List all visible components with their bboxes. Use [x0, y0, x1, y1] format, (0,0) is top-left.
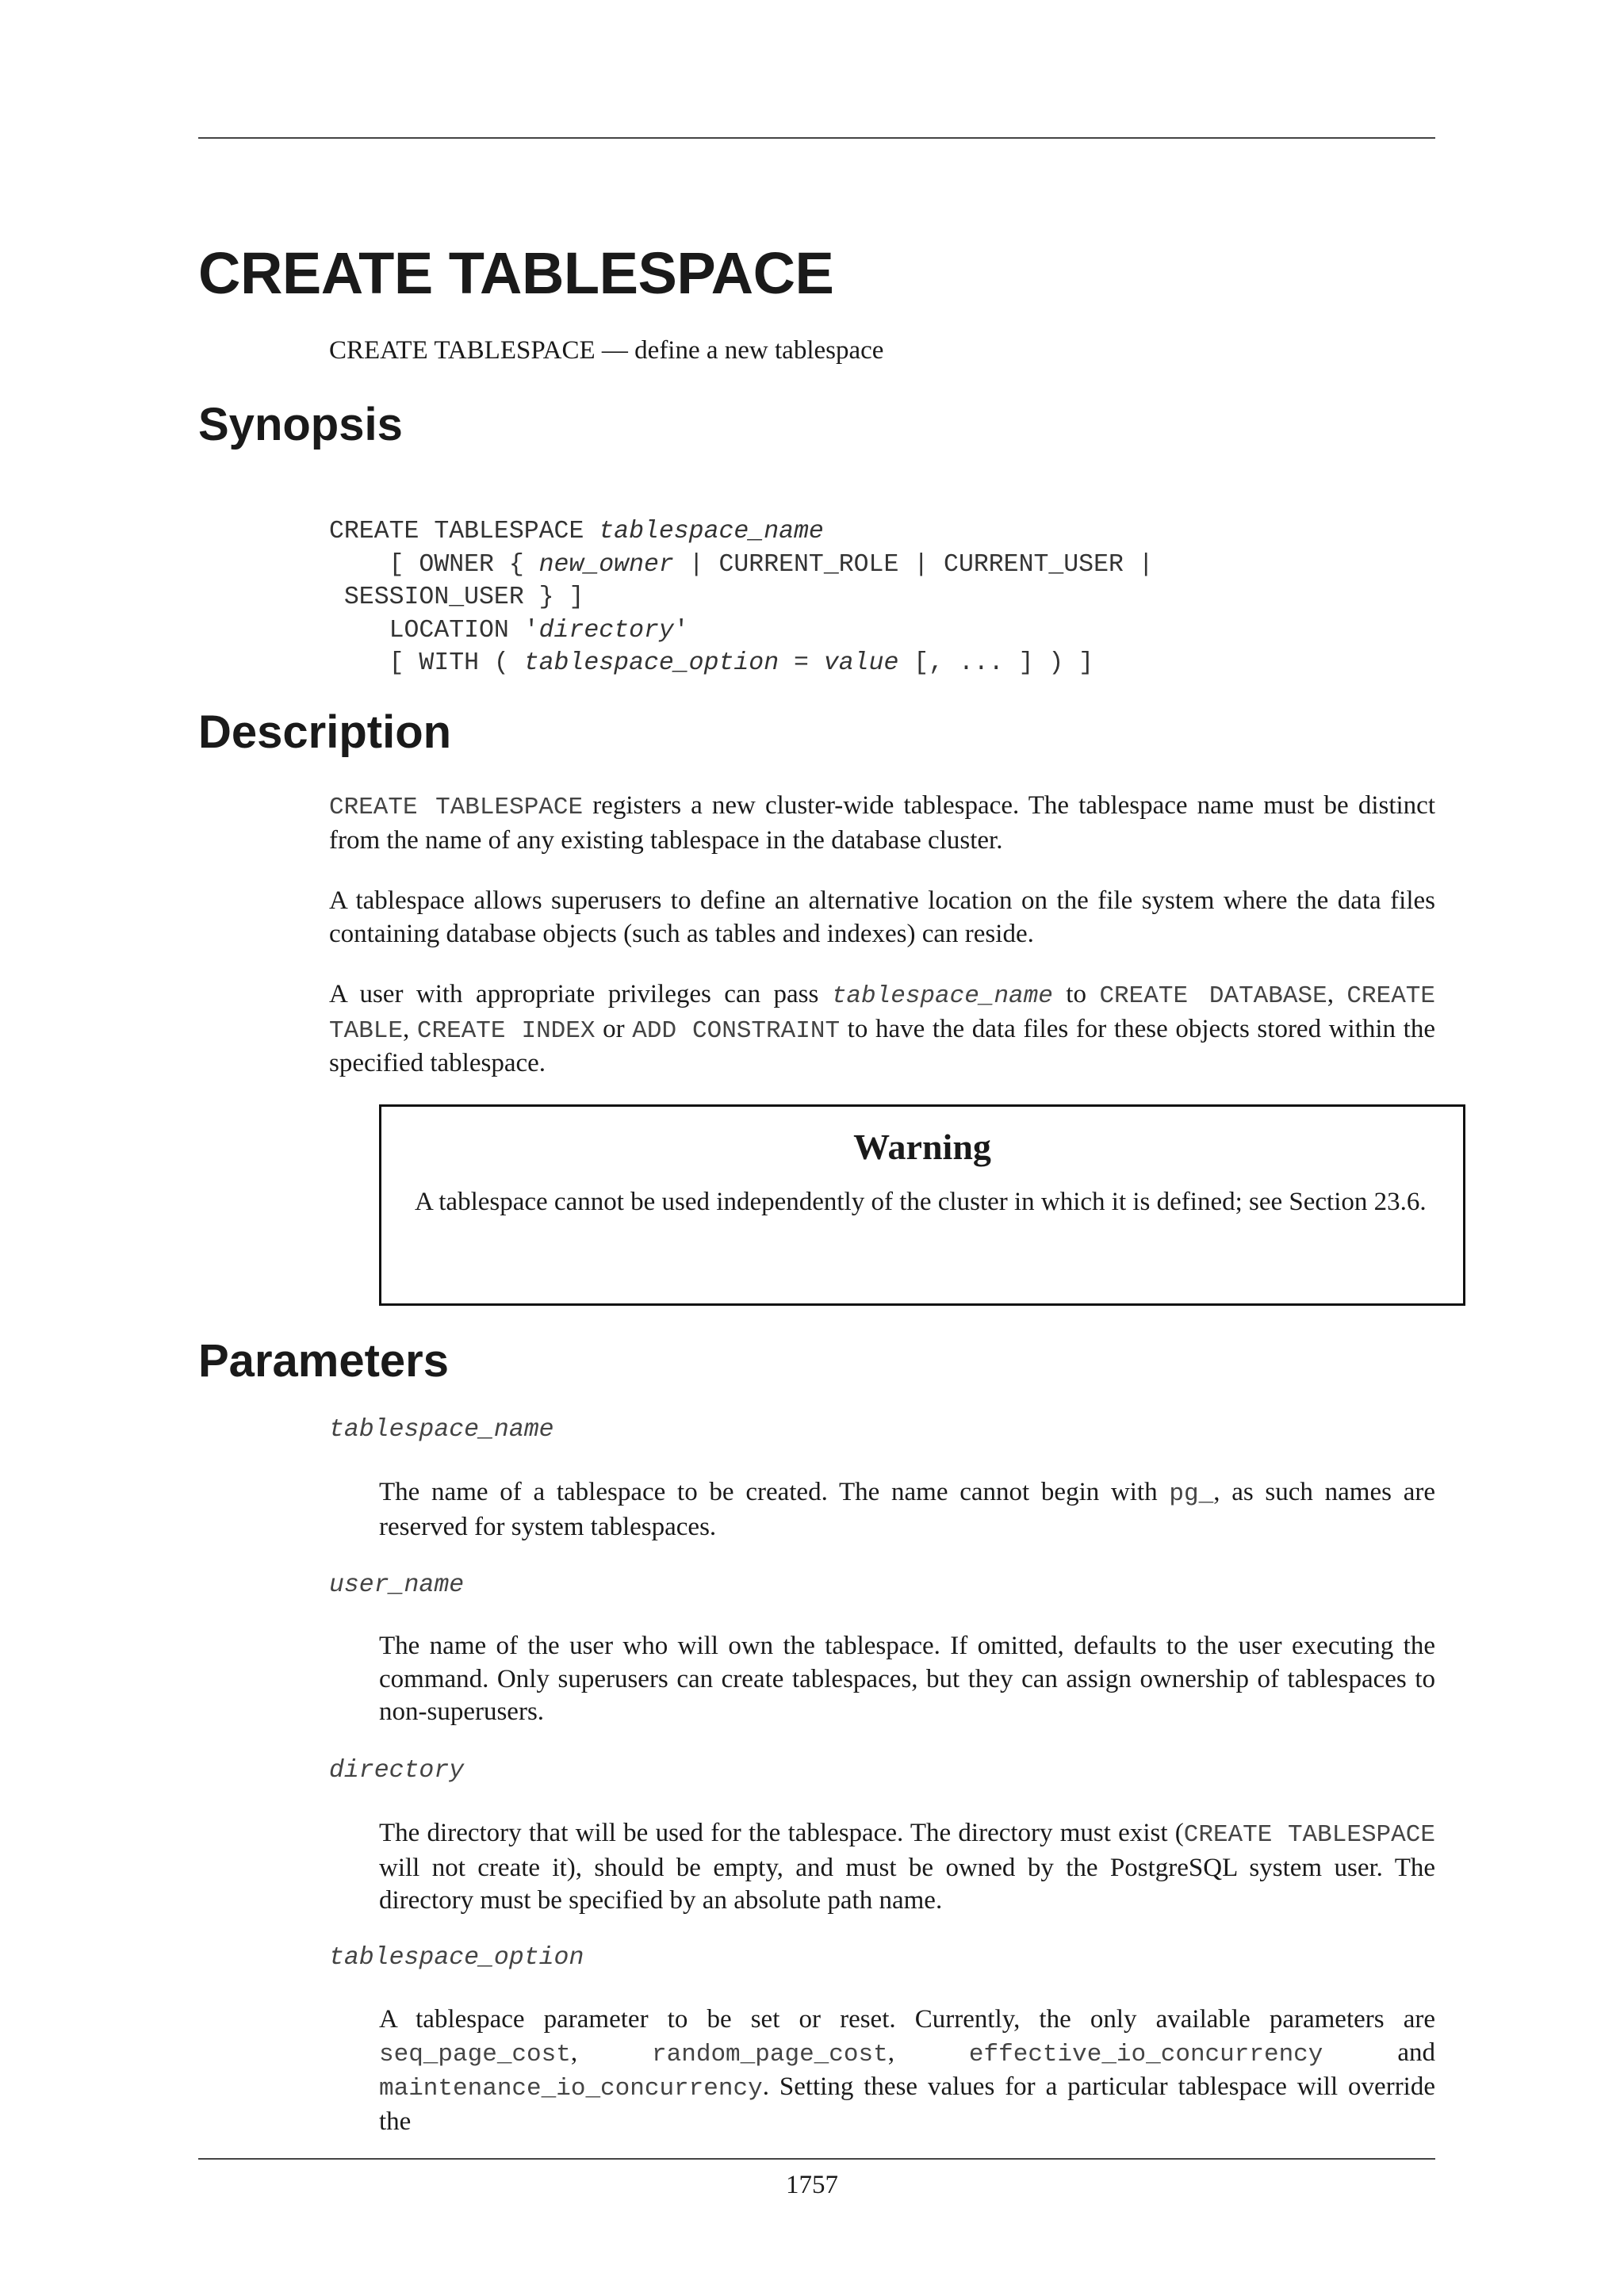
param-def-tablespace-name: The name of a tablespace to be created. The name cannot begin with pg_, as such names are reserved for system tablespaces.	[379, 1478, 1435, 1541]
warning-text: A tablespace cannot be used independently of the cluster in which it is defined; see Section 23.6.	[415, 1188, 1427, 1216]
warning-title: Warning	[853, 1127, 991, 1167]
param-def-tablespace-option: A tablespace parameter to be set or reset. Currently, the only available parameters are seq_page_cost, random_page_cost, effective_io_concurrency and maintenance_io_concurrency. Setting these values for a particular tablespace will override the	[379, 2005, 1435, 2136]
description-body	[329, 790, 1435, 1108]
param-term-directory: directory	[329, 1757, 465, 1785]
param-term-user-name: user_name	[329, 1571, 465, 1599]
refname-purpose: CREATE TABLESPACE — define a new tablespace	[329, 336, 884, 365]
description-paragraph-1: CREATE TABLESPACE registers a new cluster-wide tablespace. The tablespace name must be distinct from the name of any existing tablespace in the database cluster.	[329, 791, 1435, 855]
param-def-directory: The directory that will be used for the tablespace. The directory must exist (CREATE TABLESPACE will not create it), should be empty, and must be owned by the PostgreSQL system user. The directory must be specified by an absolute path name.	[379, 1819, 1435, 1915]
param-term-tablespace-option: tablespace_option	[329, 1944, 584, 1972]
param-def-user-name: The name of the user who will own the tablespace. If omitted, defaults to the user executing the command. Only superusers can create tablespaces, but they can assign ownership of tablespaces to non-superusers.	[379, 1632, 1435, 1726]
synopsis-code: CREATE TABLESPACE tablespace_name [ OWNER { new_owner | CURRENT_ROLE | CURRENT_USER | SESSION_USER } ] LOCATION 'directory' [ WITH ( tablespace_option = value [, ... ] ) ]	[329, 518, 1154, 677]
param-term-tablespace-name: tablespace_name	[329, 1416, 554, 1444]
description-paragraph-3: A user with appropriate privileges can pass tablespace_name to CREATE DATABASE, CREATE TABLE, CREATE INDEX or ADD CONSTRAINT to have the data files for these objects stored within the specified tablespace.	[329, 980, 1436, 1077]
page-title: CREATE TABLESPACE	[198, 240, 834, 306]
description-paragraph-2: A tablespace allows superusers to define an alternative location on the file system where the data files containing database objects (such as tables and indexes) can reside.	[329, 886, 1435, 948]
synopsis-heading: Synopsis	[198, 399, 403, 450]
page-number: 1757	[786, 2171, 838, 2199]
description-heading: Description	[198, 706, 452, 758]
header-rule	[198, 137, 1435, 139]
parameters-heading: Parameters	[198, 1335, 449, 1387]
footer-rule	[198, 2158, 1435, 2160]
warning-box	[379, 1104, 1465, 1306]
